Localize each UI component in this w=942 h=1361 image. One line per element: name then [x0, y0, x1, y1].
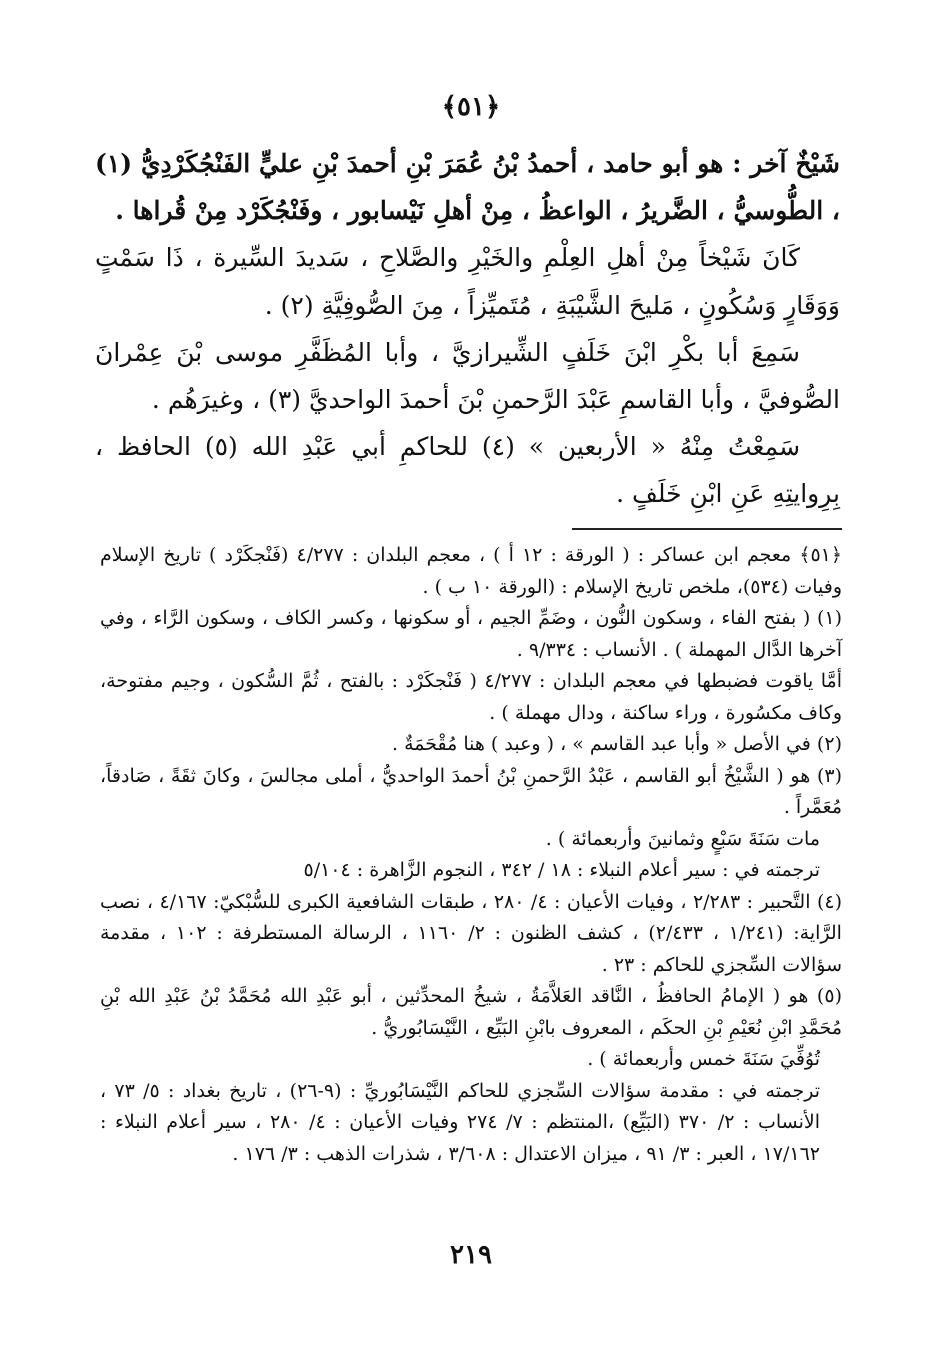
entry-heading: شَيْخٌ آخر : هو أبو حامد ، أحمدُ بْنُ عُمَرَ بْنِ أحمدَ بْنِ عليٍّ الفَنْجُكَرْدِيُّ (١) ، الطُّوسيُّ ، الضَّريرُ ، الواعظُ ، مِنْ أهلِ نَيْسابور ، وفَنْجُكَرْد مِنْ قُراها . [95, 149, 840, 226]
main-text [95, 140, 840, 518]
page-number: ٢١٩ [450, 1240, 492, 1270]
footnote-5-death: تُوُفِّيَ سَنَةَ خمس وأربعمائة ) . [587, 1048, 820, 1070]
paragraph-teachers: سَمِعَ أبا بكْرِ ابْنَ خَلَفٍ الشِّيرازيَّ ، وأبا المُظَفَّرِ موسى بْنَ عِمْرانَ الصُّوفيَّ ، وأبا القاسمِ عَبْدَ الرَّحمنِ بْنَ أحمدَ الواحديَّ (٣) ، وغيرَهُم . [95, 337, 840, 415]
footnote-3-refs: ترجمته في : سير أعلام النبلاء : ١٨ / ٣٤٢ ، النجوم الزَّاهرة : ٥/١٠٤ [303, 859, 820, 881]
paragraph-transmission: سَمِعْتُ مِنْهُ « الأربعين » (٤) للحاكمِ أبي عَبْدِ الله (٥) الحافظ ، بِرِوايتِهِ عَنِ ابْنِ خَلَفٍ . [95, 432, 840, 509]
footnote-2: (٢) في الأصل « وأبا عبد القاسم » ، ( وعبد ) هنا مُقْحَمَةٌ . [391, 733, 842, 755]
footnote-3: (٣) هو ( الشَّيْخُ أبو القاسم ، عَبْدُ الرَّحمنِ بْنُ أحمدَ الواحديُّ ، أملى مجالسَ ، وكانَ ثقَةً ، صَادقاً، مُعَمَّراً . [100, 764, 842, 818]
paragraph-description: كَانَ شَيْخاً مِنْ أهلِ العِلْمِ والخَيْرِ والصَّلاحِ ، سَديدَ السِّيرة ، ذَا سَمْتٍ وَوَقَارٍ وَسُكُونٍ ، مَليحَ الشَّيْبَةِ ، مُتَميِّزاً ، مِنَ الصُّوفِيَّةِ (٢) . [95, 243, 840, 320]
footnote-1: (١) ( بفتح الفاء ، وسكون النُّون ، وضَمِّ الجيم ، أو سكونها ، وكسر الكاف ، وسكون الرَّاء ، وفي آخرها الدَّال المهملة ) . الأنساب : ٩/٣٣٤ . [100, 607, 842, 661]
footnote-5-refs: ترجمته في : مقدمة سؤالات السِّجزي للحاكم النَّيْسَابُوريِّ : (٩-٢٦) ، تاريخ بغداد : ٥/ ٧٣ ، الأنساب : ٢/ ٣٧٠ (البَيِّع) ،المنتظم : ٧/ ٢٧٤ وفيات الأعيان : ٤/ ٢٨٠ ، سير أعلام النبلاء : ١٧/١٦٢ ، العبر : ٣/ ٩١ ، ميزان الاعتدال : ٣/٦٠٨ ، شذرات الذهب : ٣/ ١٧٦ . [100, 1079, 820, 1165]
footnote-5: (٥) هو ( الإمامُ الحافظُ ، النَّاقد العَلاَّمَةُ ، شيخُ المحدِّثين ، أبو عَبْدِ الله مُحَمَّدُ بْنُ عَبْدِ الله بْنِ مُحَمَّدِ ابْنِ نُعَيْمِ بْنِ الحكَم ، المعروف بابْنِ البَيِّع ، النَّيْسَابُوريُّ . [100, 985, 842, 1039]
footnote-1-continued: أمَّا ياقوت فضبطها في معجم البلدان : ٤/٢٧٧ ( فَنْجكَرْد : بالفتح ، ثُمَّ السُّكون ، وجيم مفتوحة، وكاف مكسُورة ، وراء ساكنة ، ودال مهملة ) . [100, 670, 842, 724]
footnote-3-death: مات سَنَةَ سَبْعٍ وثمانينَ وأربعمائة ) . [545, 827, 820, 850]
footnote-4: (٤) التَّحبير : ٢/٢٨٣ ، وفيات الأعيان : ٤/ ٢٨٠ ، طبقات الشافعية الكبرى للسُّبْكيّ: ٤/١٦٧ ، نصب الرَّاية: (١/٢٤١ ، ٢/٤٣٣) ، كشف الظنون : ٢/ ١١٦٠ ، الرسالة المستطرفة : ١٠٢ ، مقدمة سؤالات السِّجزي للحاكم : ٢٣ . [100, 890, 843, 976]
footnotes [100, 540, 842, 1170]
entry-number: ﴿٥١﴾ [441, 92, 501, 122]
footnote-divider [572, 528, 842, 530]
footnote-sources: ﴿٥١﴾ معجم ابن عساكر : ( الورقة : ١٢ أ ) ، معجم البلدان : ٤/٢٧٧ (فَنْجكَرْد ) تاريخ الإسلام وفيات (٥٣٤)، ملخص تاريخ الإسلام : (الورقة ١٠ ب ) . [100, 544, 842, 598]
